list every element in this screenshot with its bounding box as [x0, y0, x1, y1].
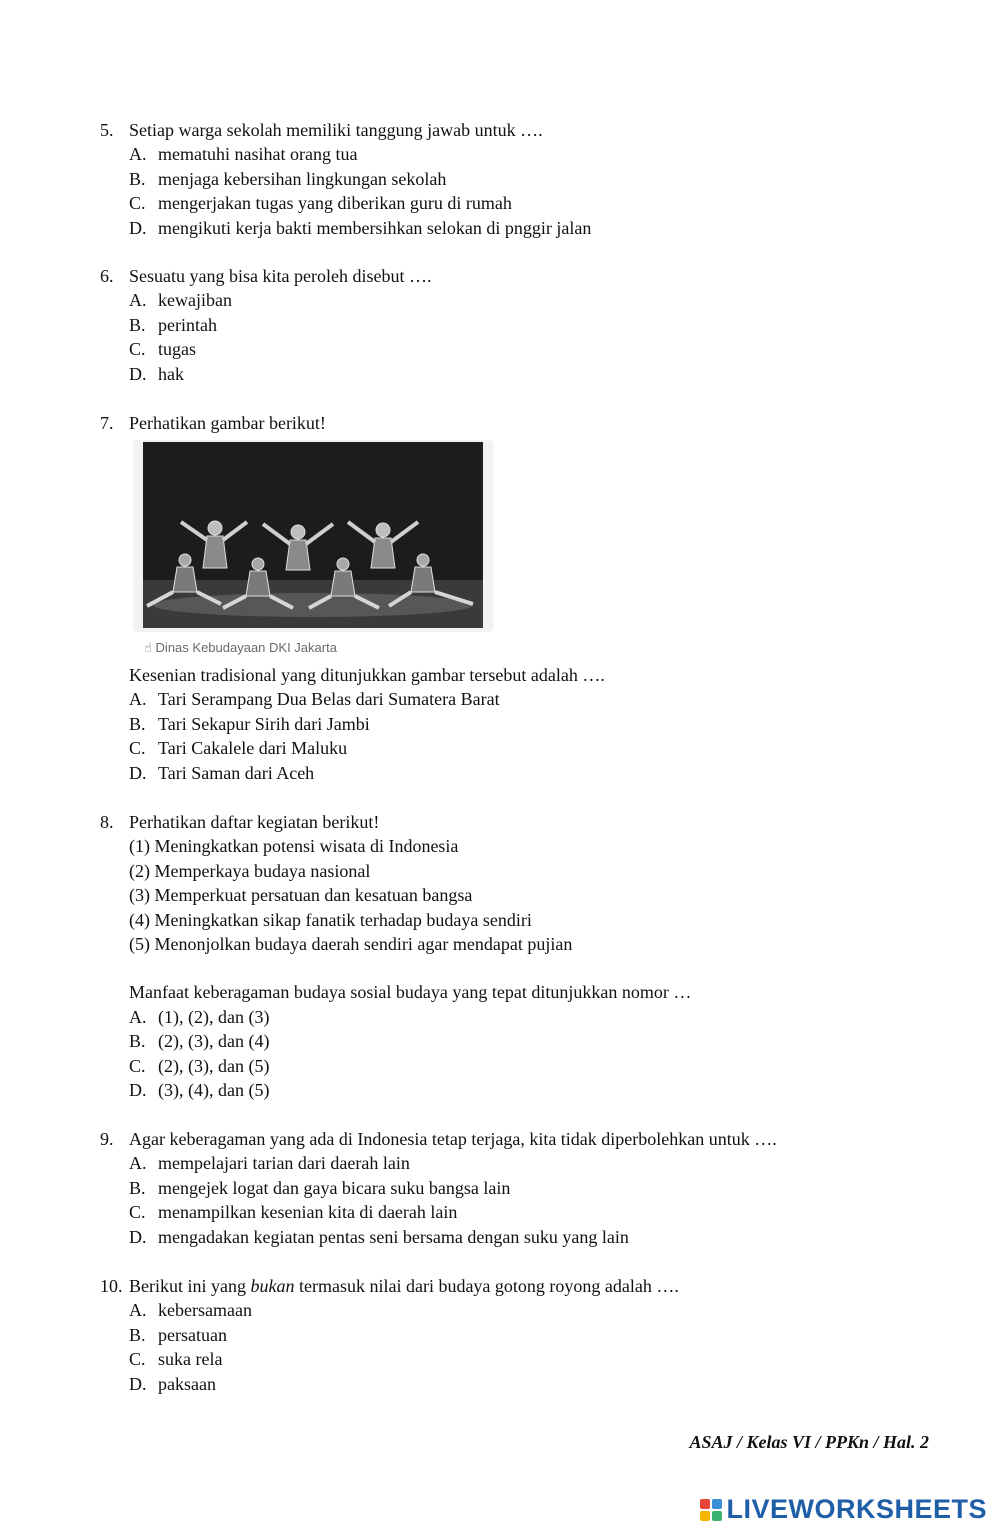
page-footer: ASAJ / Kelas VI / PPKn / Hal. 2 [689, 1432, 929, 1452]
option-b[interactable]: B. Tari Sekapur Sirih dari Jambi [129, 713, 370, 734]
option-a[interactable]: A. mematuhi nasihat orang tua [129, 144, 358, 165]
option-a[interactable]: A. kewajiban [129, 290, 232, 311]
question-number: 7. [100, 413, 114, 433]
image-caption: ☝︎ Dinas Kebudayaan DKI Jakarta [144, 640, 337, 655]
emphasis-word: bukan [250, 1276, 295, 1296]
question-stem: Berikut ini yang bukan termasuk nilai dari budaya gotong royong adalah …. [129, 1276, 679, 1296]
question-number: 8. [100, 812, 114, 832]
option-a[interactable]: A. (1), (2), dan (3) [129, 1006, 270, 1027]
option-c[interactable]: C. Tari Cakalele dari Maluku [129, 738, 348, 759]
question-5 [100, 118, 940, 240]
list-item: (3) Memperkuat persatuan dan kesatuan bangsa [129, 885, 473, 906]
list-item: (1) Meningkatkan potensi wisata di Indonesia [129, 836, 459, 857]
option-c[interactable]: C. menampilkan kesenian kita di daerah lain [129, 1202, 458, 1223]
question-number: 5. [100, 120, 114, 140]
option-d[interactable]: D. mengikuti kerja bakti membersihkan selokan di pnggir jalan [129, 217, 592, 238]
option-c[interactable]: C. suka rela [129, 1349, 223, 1370]
option-b[interactable]: B. mengejek logat dan gaya bicara suku bangsa lain [129, 1177, 511, 1198]
question-7-options [100, 663, 940, 785]
list-item: (2) Memperkaya budaya nasional [129, 860, 371, 881]
option-d[interactable]: D. Tari Saman dari Aceh [129, 762, 315, 783]
question-8 [100, 810, 940, 1102]
option-b[interactable]: B. (2), (3), dan (4) [129, 1031, 270, 1052]
question-stem: Perhatikan gambar berikut! [129, 413, 326, 433]
question-9 [100, 1127, 940, 1249]
liveworksheets-brand[interactable] [700, 1494, 987, 1525]
list-item: (5) Menonjolkan budaya daerah sendiri agar mendapat pujian [129, 933, 573, 954]
question-text: Manfaat keberagaman budaya sosial budaya yang tepat ditunjukkan nomor … [129, 982, 692, 1003]
option-a[interactable]: A. kebersamaan [129, 1300, 252, 1321]
option-d[interactable]: D. mengadakan kegiatan pentas seni bersama dengan suku yang lain [129, 1226, 629, 1247]
option-a[interactable]: A. Tari Serampang Dua Belas dari Sumatera Barat [129, 689, 500, 710]
question-7 [100, 411, 940, 435]
option-b[interactable]: B. menjaga kebersihan lingkungan sekolah [129, 168, 447, 189]
option-c[interactable]: C. mengerjakan tugas yang diberikan guru di rumah [129, 193, 512, 214]
question-6 [100, 264, 940, 386]
liveworksheets-logo-icon [700, 1499, 722, 1521]
list-item: (4) Meningkatkan sikap fanatik terhadap budaya sendiri [129, 909, 532, 930]
option-c[interactable]: C. (2), (3), dan (5) [129, 1055, 270, 1076]
brand-text: LIVEWORKSHEETS [726, 1494, 987, 1524]
question-number: 6. [100, 266, 114, 286]
dance-photo [133, 440, 493, 632]
option-c[interactable]: C. tugas [129, 339, 196, 360]
question-stem: Setiap warga sekolah memiliki tanggung jawab untuk …. [129, 120, 543, 140]
option-b[interactable]: B. persatuan [129, 1324, 227, 1345]
option-d[interactable]: D. (3), (4), dan (5) [129, 1079, 270, 1100]
question-text: Kesenian tradisional yang ditunjukkan gambar tersebut adalah …. [129, 665, 605, 685]
option-a[interactable]: A. mempelajari tarian dari daerah lain [129, 1153, 410, 1174]
option-b[interactable]: B. perintah [129, 314, 217, 335]
question-number: 9. [100, 1129, 114, 1149]
question-stem: Agar keberagaman yang ada di Indonesia tetap terjaga, kita tidak diperbolehkan untuk …. [129, 1129, 777, 1149]
question-number: 10. [100, 1276, 123, 1296]
option-d[interactable]: D. paksaan [129, 1373, 216, 1394]
question-stem: Perhatikan daftar kegiatan berikut! [129, 812, 380, 832]
option-d[interactable]: D. hak [129, 363, 184, 384]
question-stem: Sesuatu yang bisa kita peroleh disebut …. [129, 266, 432, 286]
hand-icon: ☝︎ [144, 640, 152, 655]
question-10 [100, 1274, 940, 1396]
